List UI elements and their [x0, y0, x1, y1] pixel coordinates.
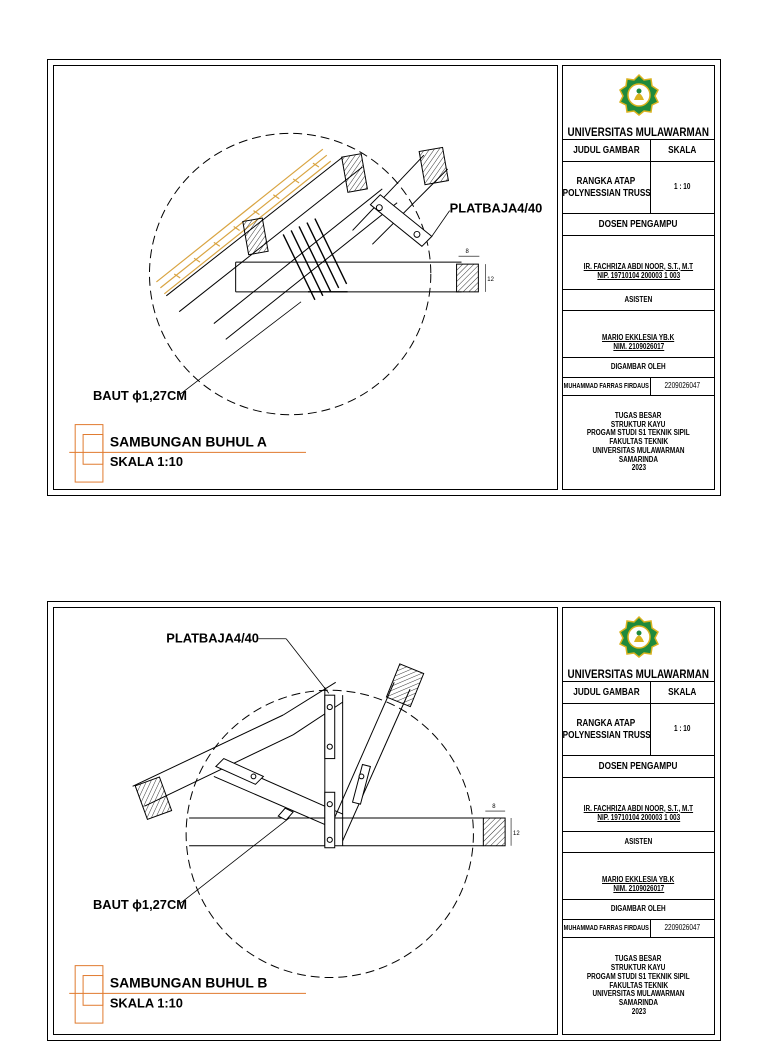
assistant-name: MARIO EKKLESIA YB.K	[602, 333, 675, 343]
university-name: UNIVERSITAS MULAWARMAN	[567, 124, 710, 139]
bottom-chord	[189, 818, 483, 846]
purlin-upper	[342, 154, 368, 193]
footer-line: TUGAS BESAR	[615, 410, 662, 420]
assistant-header-row	[563, 832, 714, 852]
footer-line: FAKULTAS TEKNIK	[609, 980, 668, 990]
scale-value: 1 : 10	[674, 724, 691, 734]
drawing-area-b	[53, 607, 558, 1035]
drawn-by-nim: 2209026047	[664, 923, 701, 933]
title-value-row	[563, 704, 714, 756]
footer-line: SAMARINDA	[618, 454, 659, 464]
detail-title: SAMBUNGAN BUHUL B	[109, 974, 268, 991]
lecturer-row	[563, 778, 714, 832]
steel-plates	[216, 695, 371, 848]
footer-line: PROGAM STUDI S1 TEKNIK SIPIL	[587, 428, 690, 438]
drawing-sheet-a	[47, 59, 721, 496]
steel-plate-upper	[370, 195, 431, 247]
drawn-by-row	[563, 378, 714, 396]
drawn-by-header: DIGAMBAR OLEH	[611, 362, 666, 372]
assistant-header: ASISTEN	[624, 836, 653, 846]
footer-line: SAMARINDA	[618, 998, 659, 1008]
drawn-by-nim: 2209026047	[664, 381, 701, 391]
university-name-row	[563, 666, 714, 682]
plate-label: PLATBAJA4/40	[166, 630, 259, 646]
drawing-title: RANGKA ATAP	[576, 717, 636, 729]
assistant-row	[563, 310, 714, 358]
header-row	[563, 682, 714, 704]
lecturer-header: DOSEN PENGAMPU	[599, 218, 678, 230]
lecturer-nip: NIP. 19710104 200003 1 003	[597, 270, 680, 280]
lecturer-name: IR. FACHRIZA ABDI NOOR, S.T., M.T	[583, 803, 694, 813]
right-diagonal-section	[386, 664, 423, 707]
footer-line: TUGAS BESAR	[615, 954, 662, 964]
dimension-label: 8	[492, 804, 496, 811]
assistant-header-row	[563, 290, 714, 310]
scale-value: 1 : 10	[674, 182, 691, 192]
bottom-chord	[236, 262, 462, 292]
footer-block	[563, 938, 714, 1034]
drawn-by-name: MUHAMMAD FARRAS FIRDAUS	[563, 924, 649, 932]
drawing-sheet-b	[47, 601, 721, 1041]
bolt-group	[283, 219, 347, 300]
scale-header: SKALA	[668, 686, 697, 698]
lecturer-row	[563, 236, 714, 290]
detail-drawing-buhul-a	[54, 66, 557, 489]
drawing-title-header: JUDUL GAMBAR	[573, 686, 640, 698]
left-rafter-section	[135, 777, 171, 819]
bolt-label: BAUT ϕ1,27CM	[92, 897, 187, 913]
drawing-title: RANGKA ATAP	[576, 175, 636, 187]
assistant-name: MARIO EKKLESIA YB.K	[602, 875, 675, 885]
scale-header: SKALA	[668, 144, 697, 156]
bottom-chord-section	[457, 264, 479, 292]
lecturer-header-row	[563, 756, 714, 778]
lecturer-header-row	[563, 214, 714, 236]
footer-line: UNIVERSITAS MULAWARMAN	[592, 445, 685, 455]
dimension-label: 12	[513, 830, 520, 837]
detail-drawing-buhul-b	[54, 608, 557, 1034]
lecturer-nip: NIP. 19710104 200003 1 003	[597, 812, 680, 822]
purlin-lower	[243, 218, 268, 255]
title-block-b	[562, 607, 715, 1035]
footer-line: 2023	[631, 463, 646, 473]
footer-block	[563, 396, 714, 489]
drawn-by-row	[563, 920, 714, 938]
title-block-a	[562, 65, 715, 490]
university-crest-icon	[617, 73, 661, 117]
right-diagonal	[329, 682, 410, 841]
assistant-nim: NIM. 2109026017	[613, 342, 664, 351]
lecturer-name: IR. FACHRIZA ABDI NOOR, S.T., M.T	[583, 261, 694, 271]
left-rafter	[133, 682, 343, 806]
diagonal-section	[419, 147, 448, 184]
assistant-nim: NIM. 2109026017	[613, 884, 664, 893]
assistant-header: ASISTEN	[624, 294, 653, 304]
university-crest-icon	[617, 615, 661, 659]
detail-scale: SKALA 1:10	[109, 454, 183, 470]
bottom-chord-section	[483, 818, 505, 846]
drawn-by-header: DIGAMBAR OLEH	[611, 904, 666, 914]
dimension-label: 8	[465, 249, 469, 256]
footer-line: FAKULTAS TEKNIK	[609, 437, 668, 447]
university-name-row	[563, 124, 714, 140]
footer-line: STRUKTUR KAYU	[611, 963, 666, 972]
footer-line: UNIVERSITAS MULAWARMAN	[592, 989, 685, 999]
lecturer-header: DOSEN PENGAMPU	[599, 760, 678, 772]
detail-title: SAMBUNGAN BUHUL A	[109, 433, 267, 450]
drawing-area-a	[53, 65, 558, 490]
university-logo	[563, 66, 714, 124]
title-value-row	[563, 162, 714, 214]
footer-line: STRUKTUR KAYU	[611, 419, 666, 429]
footer-line: PROGAM STUDI S1 TEKNIK SIPIL	[587, 971, 690, 981]
plate-label: PLATBAJA4/40	[449, 200, 543, 216]
bolt-label: BAUT ϕ1,27CM	[93, 387, 187, 403]
footer-line: 2023	[631, 1006, 646, 1016]
dimension-label: 12	[487, 276, 494, 283]
university-name: UNIVERSITAS MULAWARMAN	[567, 666, 710, 681]
detail-scale: SKALA 1:10	[109, 995, 183, 1011]
footer-lines	[574, 412, 702, 474]
university-logo	[563, 608, 714, 666]
drawing-title-header: JUDUL GAMBAR	[573, 144, 640, 156]
assistant-row	[563, 852, 714, 900]
drawing-title: POLYNESSIAN TRUSS	[562, 187, 651, 199]
drawn-by-name: MUHAMMAD FARRAS FIRDAUS	[563, 382, 649, 390]
drawn-by-header-row	[563, 358, 714, 378]
header-row	[563, 140, 714, 162]
footer-lines	[574, 955, 702, 1017]
drawn-by-header-row	[563, 900, 714, 920]
drawing-title: POLYNESSIAN TRUSS	[562, 729, 651, 741]
